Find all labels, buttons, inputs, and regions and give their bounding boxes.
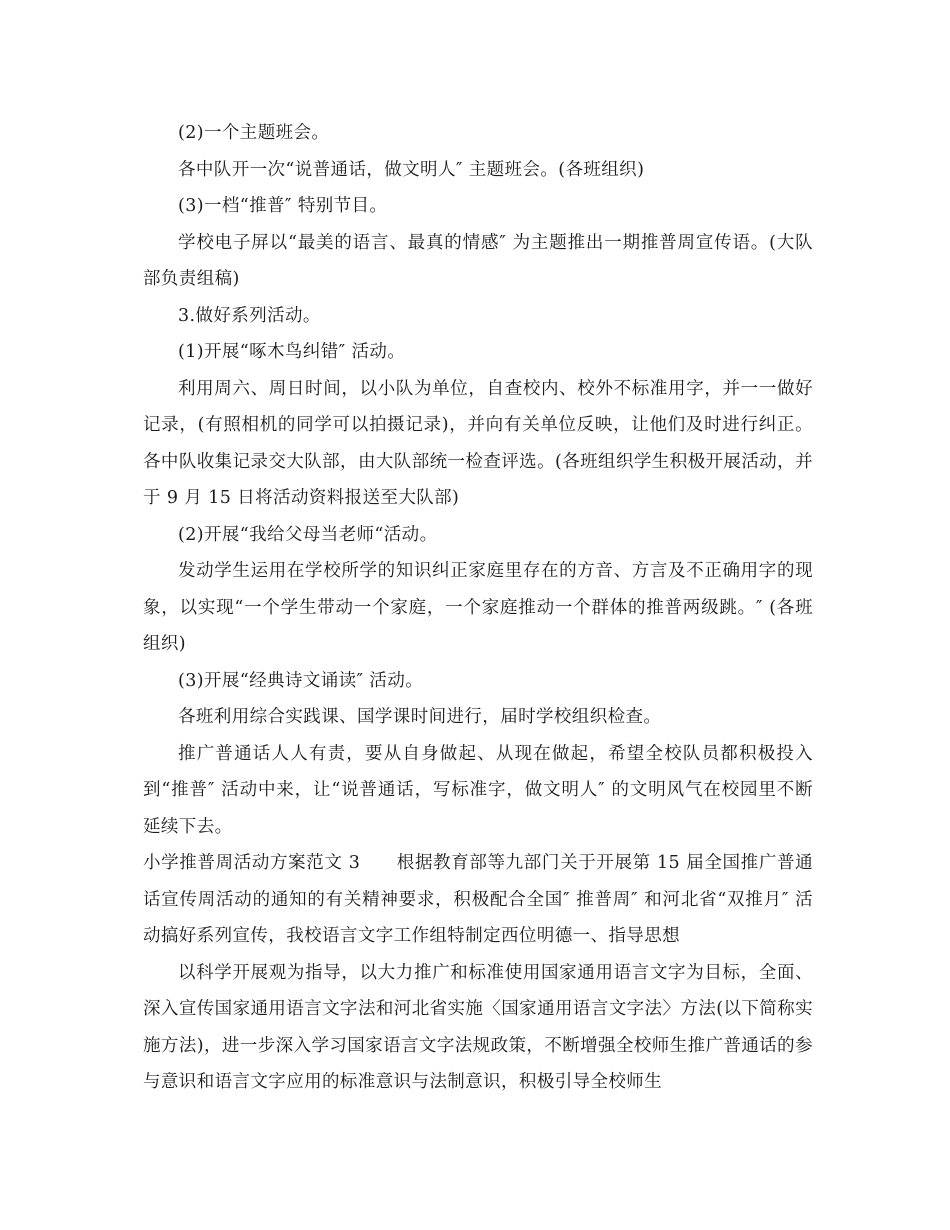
paragraph: 各中队开一次“说普通话，做文明人″ 主题班会。(各班组织) (178, 159, 645, 180)
paragraph: (2)一个主题班会。 (178, 123, 330, 143)
paragraph: (1)开展“啄木鸟纠错″ 活动。 (178, 342, 406, 362)
paragraph: 利用周六、周日时间，以小队为单位，自查校内、校外不标准用字，并一一做好记录，(有照相机的同学可以拍摄记录)，并向有关单位反映，让他们及时进行纠正。各中队收集记录交大队部，由大队部统一检查评选。(各班组织学生积极开展活动，并于 9 月 15 日将活动资料报送至大队部) (143, 378, 813, 508)
paragraph: 各班利用综合实践课、国学课时间进行，届时学校组织检查。 (178, 707, 662, 727)
paragraph: (3)开展“经典诗文诵读″ 活动。 (178, 670, 424, 691)
paragraph: 发动学生运用在学校所学的知识纠正家庭里存在的方音、方言及不正确用字的现象，以实现“一个学生带动一个家庭，一个家庭推动一个群体的推普两级跳。″ (各班组织) (143, 561, 813, 654)
paragraph: (3)一档“推普″ 特别节目。 (178, 196, 388, 216)
document-body (143, 115, 813, 1101)
paragraph: (2)开展“我给父母当老师“活动。 (178, 524, 438, 545)
paragraph: 推广普通话人人有责，要从自身做起、从现在做起，希望全校队员都积极投入到“推普″ 活动中来，让“说普通话，写标准字，做文明人″ 的文明风气在校园里不断延续下去。 (143, 743, 813, 837)
paragraph: 以科学开展观为指导，以大力推广和标准使用国家通用语言文字为目标，全面、深入宣传国家通用语言文字法和河北省实施〈国家通用语言文字法〉方法(以下简称实施方法)，进一步深入学习国家语言文字法规政策，不断增强全校师生推广普通话的参与意识和语言文字应用的标准意识与法制意识，积极引导全校师生 (143, 962, 813, 1092)
paragraph: 学校电子屏以“最美的语言、最真的情感″ 为主题推出一期推普周宣传语。(大队部负责组稿) (143, 232, 813, 289)
paragraph: 3.做好系列活动。 (178, 305, 321, 326)
section-heading-paragraph: 小学推普周活动方案范文 3 根据教育部等九部门关于开展第 15 届全国推广普通话宣传周活动的通知的有关精神要求，积极配合全国″ 推普周″ 和河北省“双推月″ 活动搞好系列宣传，我校语言文字工作组特制定西位明德一、指导思想 (143, 853, 813, 946)
